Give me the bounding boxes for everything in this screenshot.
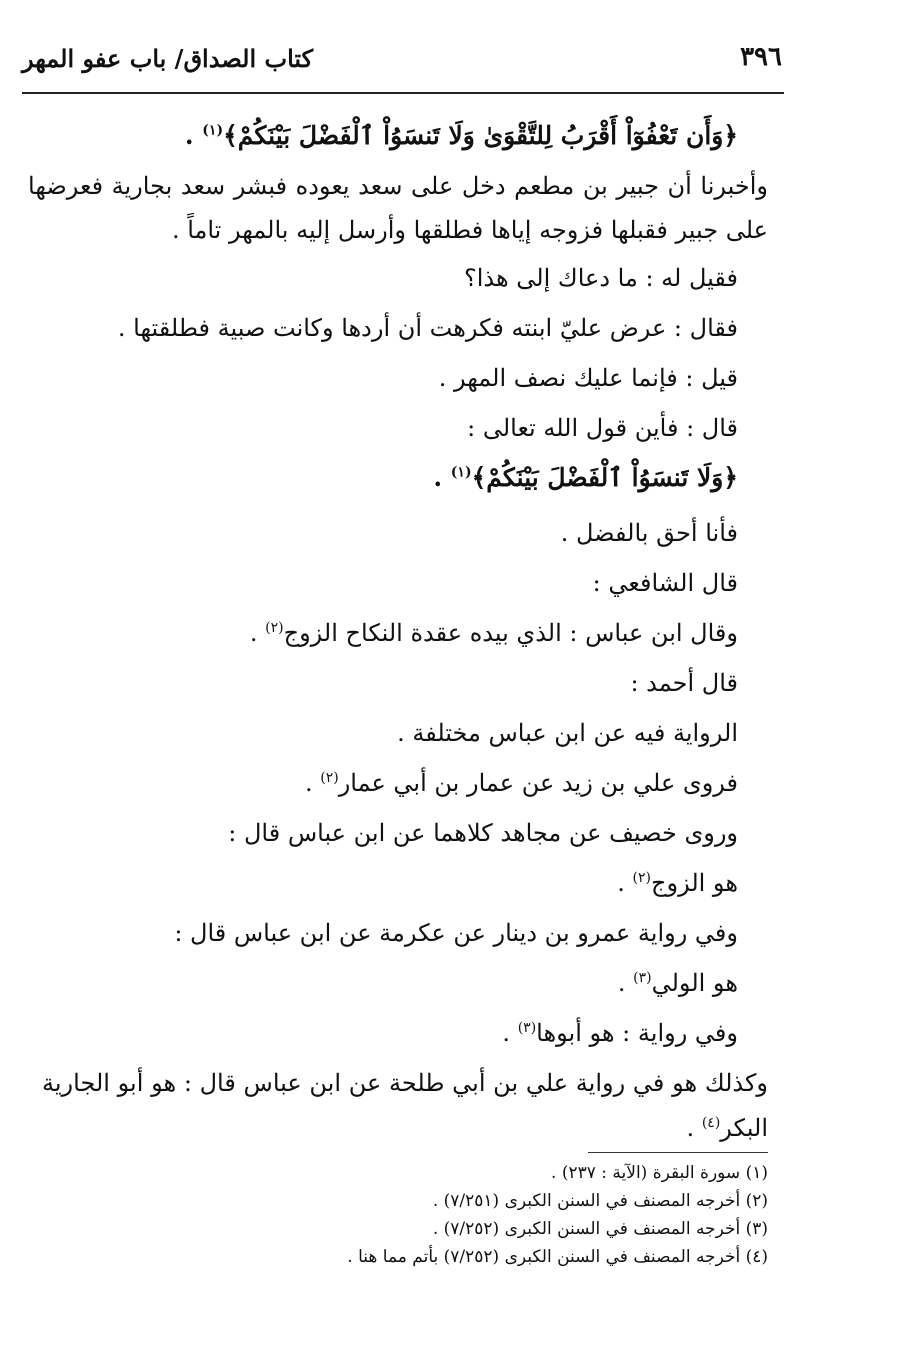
- verse-1: ﴿وَأَن تَعْفُوٓاْ أَقْرَبُ لِلتَّقْوَىٰ وَلَا تَنسَوُاْ ٱلْفَضْلَ بَيْنَكُمْ﴾$^{(١)}$ .: [184, 121, 738, 150]
- page-header: [22, 36, 782, 86]
- text-line: فأنا أحق بالفضل .: [560, 519, 738, 547]
- text-line: وفي رواية عمرو بن دينار عن عكرمة عن ابن عباس قال :: [174, 919, 738, 947]
- footnote: (٤) أخرجه المصنف في السنن الكبرى (٧/٢٥٢) بأتم مما هنا .: [347, 1247, 768, 1267]
- footnote: (٣) أخرجه المصنف في السنن الكبرى (٧/٢٥٢) .: [432, 1219, 768, 1239]
- header-rule: [22, 92, 784, 94]
- footnote-rule: [588, 1152, 768, 1153]
- text-line: وقال ابن عباس : الذي بيده عقدة النكاح الزوج$^{(٢)}$ .: [249, 619, 738, 647]
- text-line: فقال : عرض عليّ ابنته فكرهت أن أردها وكانت صبية فطلقتها .: [117, 314, 738, 342]
- text-line: قيل : فإنما عليك نصف المهر .: [438, 364, 738, 392]
- paragraph-line: على جبير فقبلها فزوجه إياها فطلقها وأرسل إليه بالمهر تاماً .: [171, 216, 768, 244]
- verse-2: ﴿وَلَا تَنسَوُاْ ٱلْفَضْلَ بَيْنَكُمْ﴾$^{(١)}$ .: [433, 463, 738, 492]
- text-line: الرواية فيه عن ابن عباس مختلفة .: [397, 719, 738, 747]
- text-line: فقيل له : ما دعاك إلى هذا؟: [464, 264, 738, 292]
- text-line: قال الشافعي :: [592, 569, 738, 597]
- text-line: البكر$^{(٤)}$ .: [686, 1114, 768, 1142]
- paragraph-line: وكذلك هو في رواية علي بن أبي طلحة عن ابن عباس قال : هو أبو الجارية: [42, 1069, 768, 1097]
- page-number: ٣٩٦: [740, 42, 782, 72]
- paragraph-line: وأخبرنا أن جبير بن مطعم دخل على سعد يعوده فبشر سعد بجارية فعرضها: [28, 172, 768, 200]
- text-line: هو الولي$^{(٣)}$ .: [617, 969, 738, 997]
- running-title: كتاب الصداق/ باب عفو المهر: [22, 44, 314, 73]
- text-line: قال أحمد :: [630, 669, 738, 697]
- text-line: وروى خصيف عن مجاهد كلاهما عن ابن عباس قال :: [228, 819, 738, 847]
- text-line: وفي رواية : هو أبوها$^{(٣)}$ .: [502, 1019, 738, 1047]
- text-line: قال : فأين قول الله تعالى :: [467, 414, 738, 442]
- text-line: هو الزوج$^{(٢)}$ .: [617, 869, 738, 897]
- text-line: فروى علي بن زيد عن عمار بن أبي عمار$^{(٢)}$ .: [304, 769, 738, 797]
- footnote: (٢) أخرجه المصنف في السنن الكبرى (٧/٢٥١) .: [432, 1191, 768, 1211]
- footnote: (١) سورة البقرة (الآية : ٢٣٧) .: [551, 1163, 768, 1183]
